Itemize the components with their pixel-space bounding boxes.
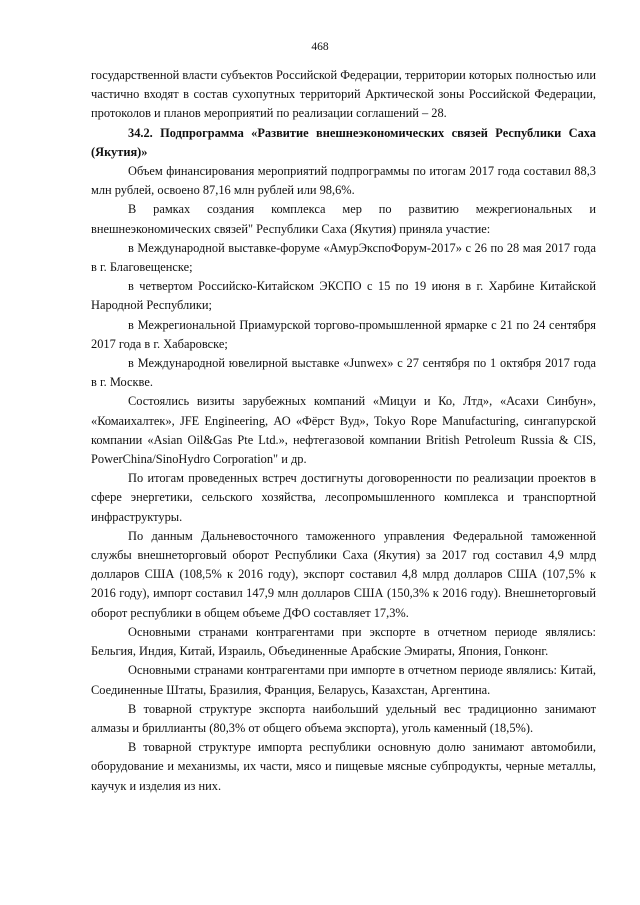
list-item-junwex: в Международной ювелирной выставке «Junwex» с 27 сентября по 1 октября 2017 года в г. Москве. [91, 356, 596, 390]
paragraph-participation-intro: В рамках создания комплекса мер по развитию межрегиональных и внешнеэкономических связей" Республики Саха (Якутия) приняла участие: [91, 202, 596, 236]
list-item-russia-china-expo: в четвертом Российско-Китайском ЭКСПО с 15 по 19 июня в г. Харбине Китайской Народной Республики; [91, 279, 596, 313]
list-item-khabarovsk-fair: в Межрегиональной Приамурской торгово-промышленной ярмарке с 21 по 24 сентября 2017 года в г. Хабаровске; [91, 317, 596, 351]
paragraph-agreements: По итогам проведенных встреч достигнуты договоренности по реализации проектов в сфере энергетики, сельского хозяйства, лесопромышленного комплекса и транспортной инфраструктуры. [91, 471, 596, 524]
body-text [91, 66, 596, 796]
page-number: 468 [311, 41, 329, 53]
paragraph-funding: Объем финансирования мероприятий подпрограммы по итогам 2017 года составил 88,3 млн рублей, освоено 87,16 млн рублей или 98,6%. [91, 164, 596, 198]
paragraph-trade-turnover: По данным Дальневосточного таможенного управления Федеральной таможенной службы внешнеторговый оборот Республики Саха (Якутия) за 2017 год составил 4,9 млрд долларов США (108,5% к 2016 году), экспорт составил 4,8 млрд долларов США (107,5% к 2016 году), импорт составил 147,9 млн долларов США (150,3% к 2016 году). Внешнеторговый оборот республики в общем объеме ДФО составляет 17,3%. [91, 528, 596, 620]
paragraph-import-countries: Основными странами контрагентами при импорте в отчетном периоде являлись: Китай, Соединенные Штаты, Бразилия, Франция, Беларусь, Казахстан, Аргентина. [91, 663, 596, 697]
paragraph-export-countries: Основными странами контрагентами при экспорте в отчетном периоде являлись: Бельгия, Индия, Китай, Израиль, Объединенные Арабские Эмираты, Япония, Гонконг. [91, 624, 596, 659]
paragraph-continuation: государственной власти субъектов Российской Федерации, территории которых полностью или частично входят в состав сухопутных территорий Арктической зоны Российской Федерации, протоколов и планов мероприятий по реализации соглашений – 28. [91, 68, 596, 121]
paragraph-foreign-visits: Состоялись визиты зарубежных компаний «Мицуи и Ко, Лтд», «Асахи Синбун», «Комаихалтек», JFE Engineering, АО «Фёрст Вуд», Tokyo Rope Manufacturing, сингапурской компании «Asian Oil&Gas Pte Ltd.», нефтегазовой компании British Petroleum Russia & CIS, PowerChina/SinoHydro Corporation" и др. [91, 394, 596, 467]
paragraph-export-structure: В товарной структуре экспорта наибольший удельный вес традиционно занимают алмазы и бриллианты (80,3% от общего объема экспорта), уголь каменный (18,5%). [91, 701, 596, 735]
paragraph-import-structure: В товарной структуре импорта республики основную долю занимают автомобили, оборудование и механизмы, их части, мясо и пищевые мясные субпродукты, черные металлы, каучук и изделия из них. [91, 740, 596, 793]
section-heading: 34.2. Подпрограмма «Развитие внешнеэкономических связей Республики Саха (Якутия)» [91, 125, 596, 159]
list-item-amurexpoforum: в Международной выставке-форуме «АмурЭкспоФорум-2017» с 26 по 28 мая 2017 года в г. Благовещенске; [91, 240, 596, 275]
